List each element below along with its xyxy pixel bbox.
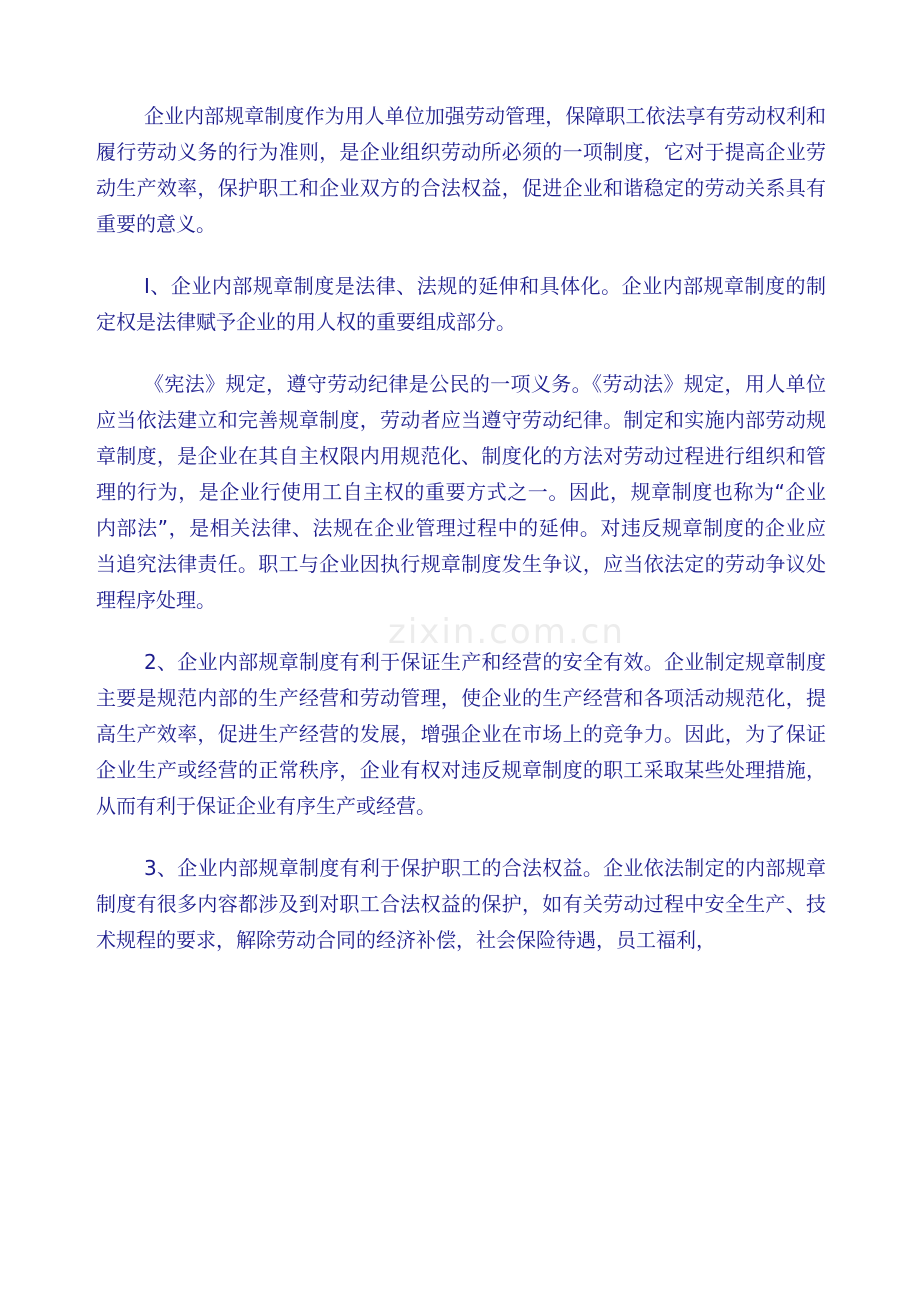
paragraph-gap (96, 340, 826, 366)
document-body (96, 98, 826, 958)
paragraph-gap (96, 618, 826, 644)
paragraph-intro: 企业内部规章制度作为用人单位加强劳动管理，保障职工依法享有劳动权利和履行劳动义务的行为准则，是企业组织劳动所必须的一项制度，它对于提高企业劳动生产效率，保护职工和企业双方的合法权益，促进企业和谐稳定的劳动关系具有重要的意义。 (96, 104, 826, 236)
paragraph-point-1: I、企业内部规章制度是法律、法规的延伸和具体化。企业内部规章制度的制定权是法律赋予企业的用人权的重要组成部分。 (96, 274, 826, 334)
watermark: zixin.com.cn (388, 612, 625, 652)
paragraph-gap (96, 242, 826, 268)
paragraph-gap (96, 824, 826, 850)
paragraph-point-3: 3、企业内部规章制度有利于保护职工的合法权益。企业依法制定的内部规章制度有很多内容都涉及到对职工合法权益的保护，如有关劳动过程中安全生产、技术规程的要求，解除劳动合同的经济补偿，社会保险待遇，员工福利， (96, 856, 826, 952)
paragraph-constitution: 《宪法》规定，遵守劳动纪律是公民的一项义务。《劳动法》规定，用人单位应当依法建立和完善规章制度，劳动者应当遵守劳动纪律。制定和实施内部劳动规章制度，是企业在其自主权限内用规范化、制度化的方法对劳动过程进行组织和管理的行为，是企业行使用工自主权的重要方式之一。因此，规章制度也称为“企业内部法”，是相关法律、法规在企业管理过程中的延伸。对违反规章制度的企业应当追究法律责任。职工与企业因执行规章制度发生争议，应当依法定的劳动争议处理程序处理。 (96, 372, 826, 612)
paragraph-point-2: 2、企业内部规章制度有利于保证生产和经营的安全有效。企业制定规章制度主要是规范内部的生产经营和劳动管理，使企业的生产经营和各项活动规范化，提高生产效率，促进生产经营的发展，增强企业在市场上的竞争力。因此，为了保证企业生产或经营的正常秩序，企业有权对违反规章制度的职工采取某些处理措施，从而有利于保证企业有序生产或经营。 (96, 650, 826, 818)
